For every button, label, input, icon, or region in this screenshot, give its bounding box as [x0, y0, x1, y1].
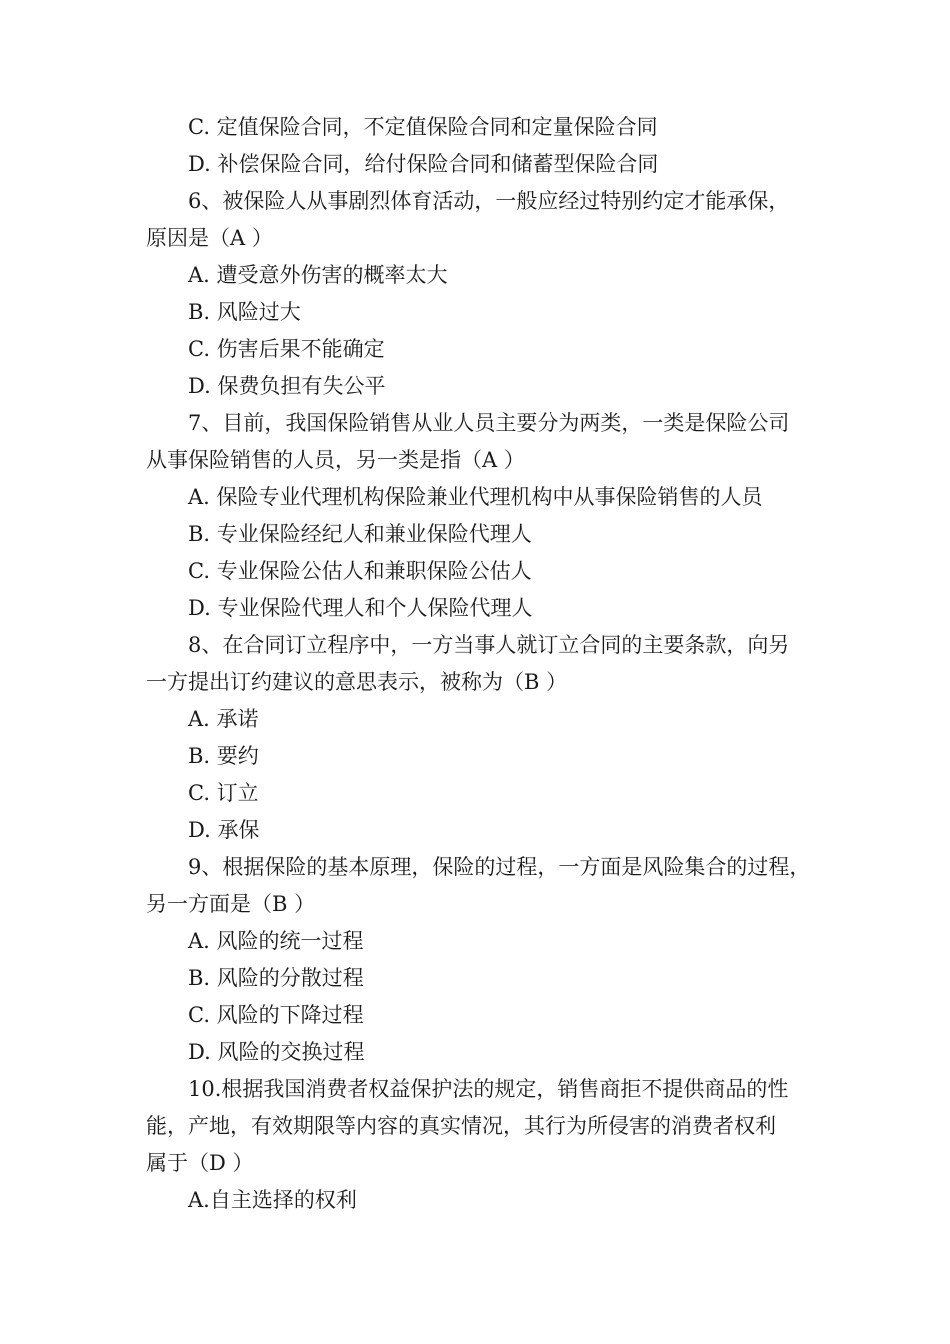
question-9-text: 9、根据保险的基本原理，保险的过程，一方面是风险集合的过程， [188, 855, 811, 879]
option-a-q10: A.自主选择的权利 [188, 1188, 357, 1212]
option-d-q6: D. 保费负担有失公平 [188, 374, 386, 398]
option-b-q8: B. 要约 [188, 744, 259, 768]
option-d-q7: D. 专业保险代理人和个人保险代理人 [188, 596, 533, 620]
question-8-text-cont: 一方提出订约建议的意思表示，被称为（B ） [146, 670, 568, 694]
option-d-q5: D. 补偿保险合同，给付保险合同和储蓄型保险合同 [188, 152, 659, 176]
option-c-q6: C. 伤害后果不能确定 [188, 337, 385, 361]
question-9-text-cont: 另一方面是（B ） [146, 892, 316, 916]
option-a-q8: A. 承诺 [188, 707, 259, 731]
option-d-q9: D. 风险的交换过程 [188, 1040, 365, 1064]
option-b-q7: B. 专业保险经纪人和兼业保险代理人 [188, 522, 532, 546]
option-c-q7: C. 专业保险公估人和兼职保险公估人 [188, 559, 532, 583]
option-b-q9: B. 风险的分散过程 [188, 966, 364, 990]
option-b-q6: B. 风险过大 [188, 300, 301, 324]
option-c-q5: C. 定值保险合同，不定值保险合同和定量保险合同 [188, 115, 658, 139]
option-c-q9: C. 风险的下降过程 [188, 1003, 364, 1027]
question-7-text: 7、目前，我国保险销售从业人员主要分为两类，一类是保险公司 [188, 411, 790, 435]
question-10-text: 10.根据我国消费者权益保护法的规定，销售商拒不提供商品的性 [188, 1077, 789, 1101]
option-a-q6: A. 遭受意外伤害的概率太大 [188, 263, 448, 287]
question-10-text-cont: 能，产地，有效期限等内容的真实情况，其行为所侵害的消费者权利 [146, 1114, 776, 1138]
question-6-text: 6、被保险人从事剧烈体育活动，一般应经过特别约定才能承保， [188, 189, 790, 213]
question-8-text: 8、在合同订立程序中，一方当事人就订立合同的主要条款，向另 [188, 633, 790, 657]
option-d-q8: D. 承保 [188, 818, 260, 842]
option-c-q8: C. 订立 [188, 781, 259, 805]
question-10-text-cont-2: 属于（D ） [146, 1151, 254, 1175]
question-6-text-cont: 原因是（A ） [146, 226, 273, 250]
option-a-q7: A. 保险专业代理机构保险兼业代理机构中从事保险销售的人员 [188, 485, 763, 509]
question-7-text-cont: 从事保险销售的人员，另一类是指（A ） [146, 448, 525, 472]
option-a-q9: A. 风险的统一过程 [188, 929, 364, 953]
